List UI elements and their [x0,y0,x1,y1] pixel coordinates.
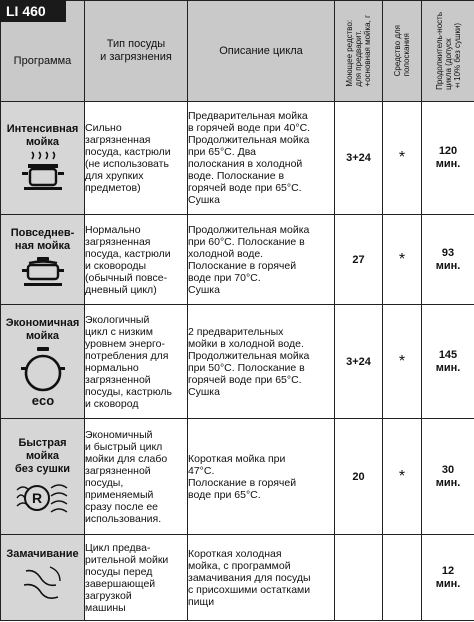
detergent-cell: 20 [335,419,383,535]
eco-pot-icon [20,345,66,409]
program-cell [1,535,85,621]
rinse-cell: * [383,215,422,305]
rinse-cell: * [383,305,422,419]
type-cell: Сильно загрязненная посуда, кастрюли (не использовать для хрупких предметов) [85,102,188,215]
table-row [1,305,474,419]
desc-cell: Короткая холодная мойка, с программой замачивания для посуды с присохшими остатками пищи [188,535,335,621]
rapid-label: R [31,490,42,506]
detergent-cell [335,535,383,621]
table-row [1,215,474,305]
table-row [1,102,474,215]
header-row [1,1,474,102]
type-cell: Экономичный и быстрый цикл мойки для слабо загрязненной посуды, применяемый сразу после ее использования. [85,419,188,535]
table-row [1,419,474,535]
duration-cell: 12 мин. [422,535,474,621]
rinse-cell: * [383,419,422,535]
desc-cell: Предварительная мойка в горячей воде при 40°С. Продолжительная мойка при 65°С. Два полоскания в холодной воде. Полоскание в горячей воде при 65°С. Сушка [188,102,335,215]
desc-cell: Продолжительная мойка при 60°С. Полоскание в холодной воде. Полоскание в горячей воде при 70°С. Сушка [188,215,335,305]
table-row [1,535,474,621]
duration-cell: 145 мин. [422,305,474,419]
header-detergent: Моющее редство: для предварит. +основная мойка, г [335,1,383,102]
program-name: Повседнев- ная мойка [10,226,75,252]
program-cell [1,419,85,535]
header-program: Программа [1,1,85,102]
program-cell [1,305,85,419]
program-name: Быстрая мойка без сушки [14,437,71,475]
type-cell: Цикл предва- рительной мойки посуды перед завершающей загрузкой машины [85,535,188,621]
program-name: Интенсивная мойка [6,123,79,148]
detergent-cell: 3+24 [335,102,383,215]
daily-dish-icon [20,255,66,295]
rinse-cell: * [383,102,422,215]
rapid-wash-icon [15,478,71,518]
detergent-cell: 3+24 [335,305,383,419]
header-type: Тип посуды и загрязнения [85,1,188,102]
duration-cell: 30 мин. [422,419,474,535]
duration-cell: 93 мин. [422,215,474,305]
rinse-cell [383,535,422,621]
desc-cell: 2 предварительных мойки в холодной воде. Продолжительная мойка при 50°С. Полоскание в горячей воде при 65°С. Сушка [188,305,335,419]
header-desc: Описание цикла [188,1,335,102]
program-cell [1,102,85,215]
intensive-pot-icon [20,151,66,195]
duration-cell: 120 мин. [422,102,474,215]
header-duration: Продолжитель-ность цикла (допуск ±10% без сушки) [422,1,474,102]
type-cell: Экологичный цикл с низким уровнем энерго- потребления для нормально загрязненной посуды, кастрюль и сковород [85,305,188,419]
program-name: Экономичная мойка [5,316,80,342]
type-cell: Нормально загрязненная посуда, кастрюли и сковороды (обычный повсе- дневный цикл) [85,215,188,305]
desc-cell: Короткая мойка при 47°С. Полоскание в горячей воде при 65°С. [188,419,335,535]
soak-icon [20,563,66,609]
model-label: LI 460 [0,0,66,22]
header-rinse: Средство для полоскания [383,1,422,102]
program-name: Замачивание [6,548,79,560]
program-cell [1,215,85,305]
detergent-cell: 27 [335,215,383,305]
eco-label: eco [31,392,54,408]
